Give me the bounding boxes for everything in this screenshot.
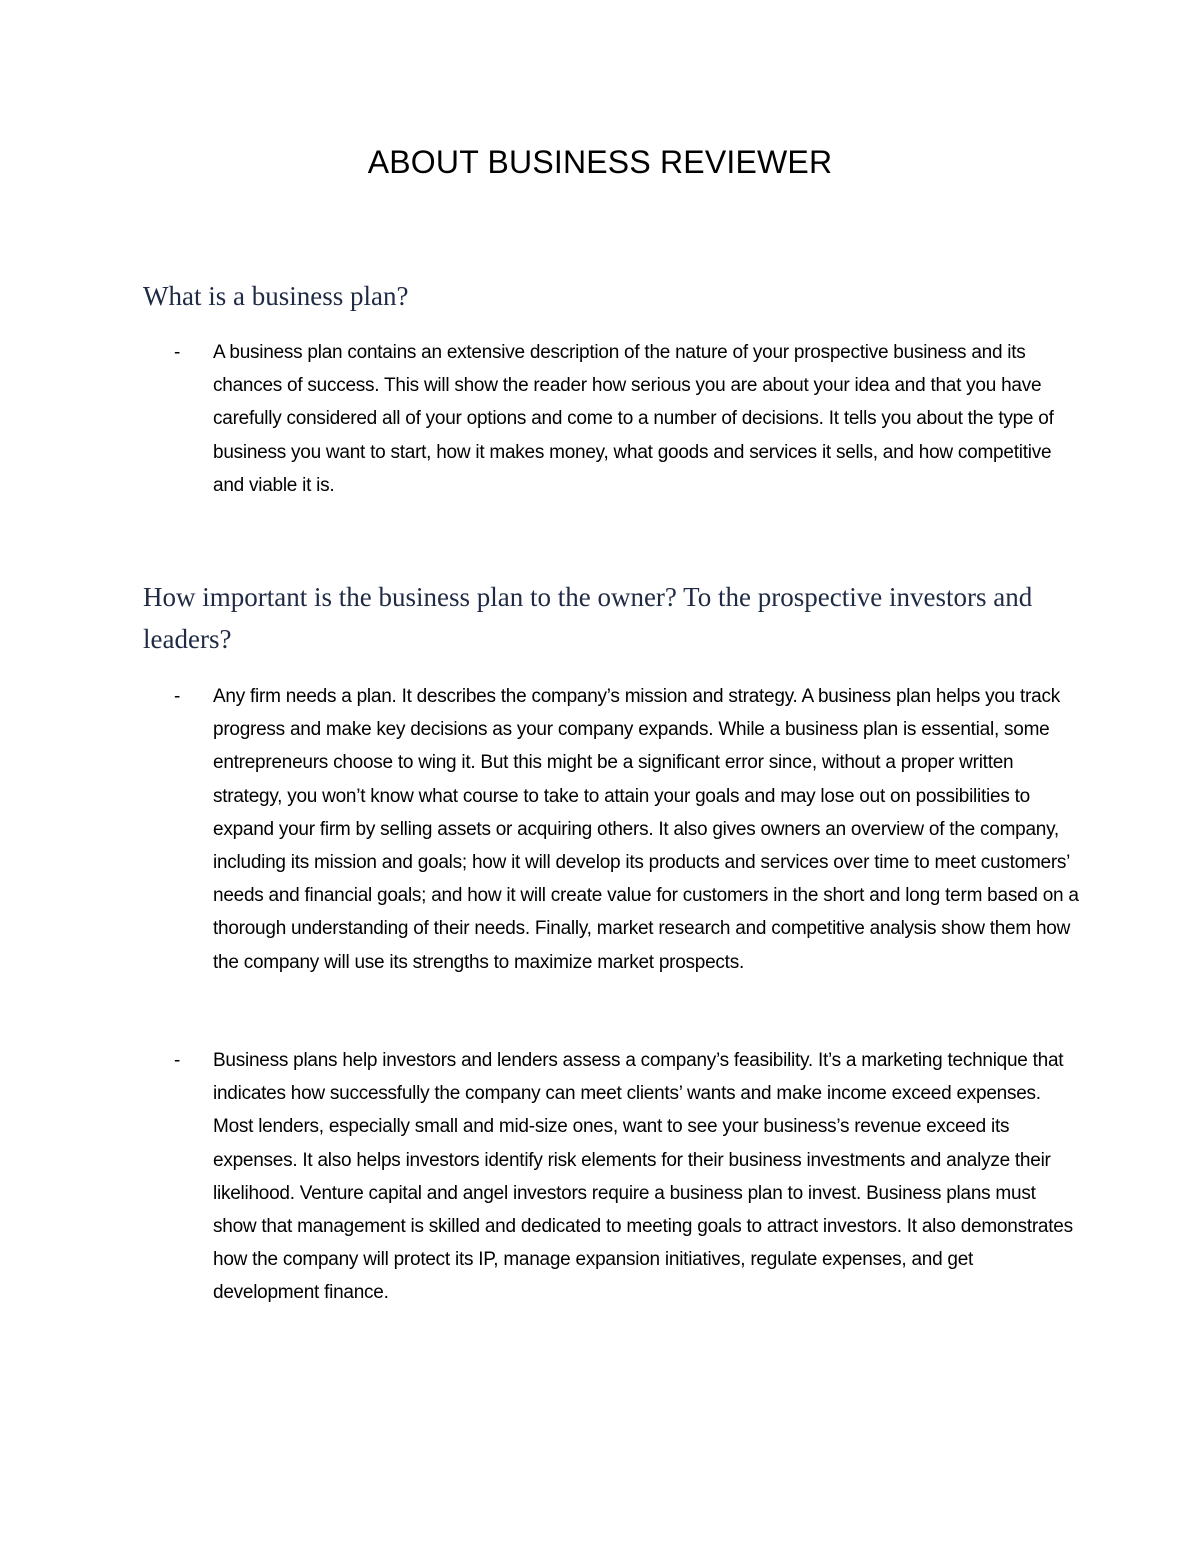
bullet-text: A business plan contains an extensive description of the nature of your prospective business and its chances of success. This will show the reader how serious you are about your idea and that you have carefully considered all of your options and come to a number of decisions. It tells you about the type of business you want to start, how it makes money, what goods and services it sells, and how competitive and viable it is. [213,342,1054,496]
section-heading-importance: How important is the business plan to the owner? To the prospective investors and leaders? [143,582,1033,654]
section-heading-business-plan: What is a business plan? [143,281,409,311]
bullet-text: Any firm needs a plan. It describes the company’s mission and strategy. A business plan helps you track progress and make key decisions as your company expands. While a business plan is essential, some entrepreneurs choose to wing it. But this might be a significant error since, without a proper written strategy, you won’t know what course to take to attain your goals and may lose out on possibilities to expand your firm by selling assets or acquiring others. It also gives owners an overview of the company, including its mission and goals; how it will develop its products and services over time to meet customers’ needs and financial goals; and how it will create value for customers in the short and long term based on a thorough understanding of their needs. Finally, market research and competitive analysis show them how the company will use its strengths to maximize market prospects. [213,686,1079,973]
bullet-marker: - [174,1050,181,1071]
bullet-text: Business plans help investors and lenders assess a company’s feasibility. It’s a marketing technique that indicates how successfully the company can meet clients’ wants and make income exceed expenses. Most lenders, especially small and mid-size ones, want to see your business’s revenue exceed its expenses. It also helps investors identify risk elements for their business investments and analyze their likelihood. Venture capital and angel investors require a business plan to invest. Business plans must show that management is skilled and dedicated to meeting goals to attract investors. It also demonstrates how the company will protect its IP, manage expansion initiatives, regulate expenses, and get development finance. [213,1050,1073,1304]
document-title: ABOUT BUSINESS REVIEWER [367,144,833,180]
bullet-marker: - [174,686,181,707]
bullet-marker: - [174,342,181,363]
